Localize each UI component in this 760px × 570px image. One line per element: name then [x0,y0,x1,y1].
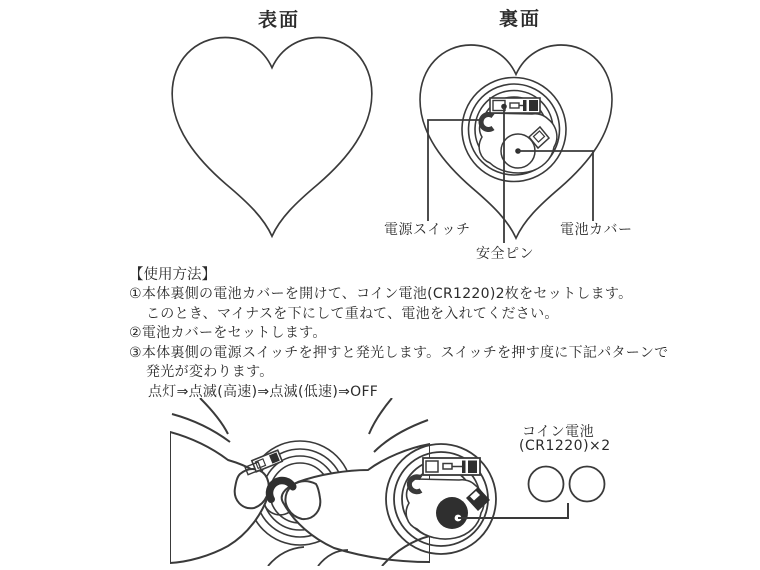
front-heart-diagram [165,30,380,245]
instruction-step-2: ②電池カバーをセットします。 [129,325,327,341]
coin-battery-label-line2: (CR1220)×2 [519,438,611,454]
instruction-step-1-cont: このとき、マイナスを下にして重ねて、電池を入れてください。 [146,306,559,322]
instruction-step-3: ③本体裏側の電源スイッチを押すと発光します。スイッチを押す度に下記パターンで [129,345,669,361]
light-pattern-sequence: 点灯⇒点滅(高速)⇒点滅(低速)⇒OFF [148,384,379,400]
coin-battery-1 [529,467,564,502]
coin-battery-installed [436,497,468,529]
finger-crease-left [268,547,304,566]
left-finger-line [200,398,228,434]
finger-crease-right [318,550,348,566]
left-thumbnail [235,469,269,508]
front-view-title: 表面 [257,9,300,31]
battery-cover-label: 電池カバー [560,222,633,238]
instruction-step-1: ①本体裏側の電池カバーを開けて、コイン電池(CR1220)2枚をセットします。 [129,286,633,302]
safety-pin-bar [423,458,480,475]
coin-battery-2 [570,467,605,502]
power-switch-label: 電源スイッチ [384,222,471,238]
instruction-step-3-cont: 発光が変わります。 [146,364,274,380]
back-view-title: 裏面 [498,8,541,30]
safety-pin-bar [490,98,540,113]
safety-pin-label: 安全ピン [476,246,534,262]
heart-outline [172,37,372,236]
instructions-heading: 【使用方法】 [129,267,216,283]
coin-battery-label-line1: コイン電池 [522,424,595,440]
